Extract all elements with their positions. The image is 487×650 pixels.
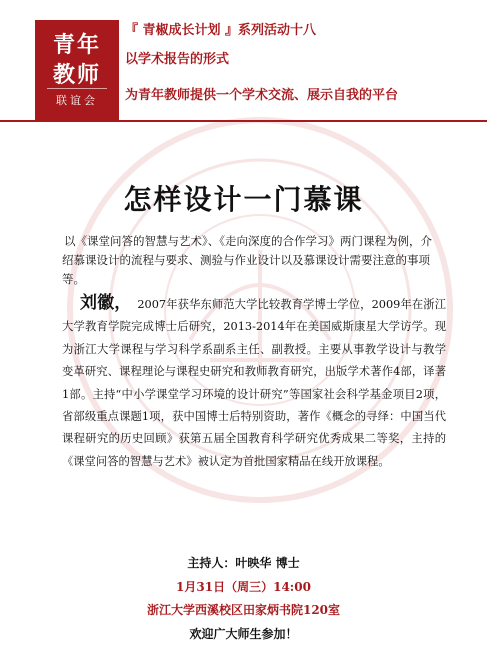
badge-line-1: 青年 [52,33,101,58]
location-line: 浙江大学西溪校区田家炳书院120室 [146,603,341,617]
page-title: 怎样设计一门慕课 [123,183,364,216]
time-line: 1月31日（周三）14:00 [176,579,311,594]
header-divider [0,120,487,122]
speaker-bio-text: 2007年获华东师范大学比较教育学博士学位，2009年在浙江大学教育学院完成博士后研究，2013-2014年在美国威斯康星大学访学。现为浙江大学课程与学习科学系副系主任、副教授。主要从事教学设计与教学变革研究、课程理论与课程史研究和教师教育研究，出版学术著作4部，译著1部。主持“中小学课堂学习环境的设计研究”等国家社会科学基金项目2项，省部级重点课题1项，获中国博士后特别资助，著作《概念的寻绎：中国当代课程研究的历史回顾》获第五届全国教育科学研究优秀成果二等奖，主持的《课堂问答的智慧与艺术》被认定为首批国家精品在线开放课程。 [62,298,446,468]
badge-line-3: 联谊会 [56,94,98,107]
series-title: 『 青椒成长计划 』系列活动十八 [125,23,317,38]
association-badge [35,20,119,120]
badge-line-2: 教师 [52,63,101,88]
format-line: 以学术报告的形式 [125,52,230,67]
purpose-line: 为青年教师提供一个学术交流、展示自我的平台 [125,88,399,103]
speaker-bio [62,292,446,473]
badge-divider [47,88,107,89]
intro-paragraph: 以《课堂问答的智慧与艺术》、《走向深度的合作学习》两门课程为例，介绍慕课设计的流程与要求、测验与作业设计以及慕课设计需要注意的事项等。 [62,234,432,286]
header-text [125,20,398,114]
speaker-name: 刘徽， [80,293,132,313]
event-info [0,552,487,646]
host-line: 主持人：叶映华 博士 [187,556,300,570]
welcome-line: 欢迎广大师生参加！ [189,626,298,641]
